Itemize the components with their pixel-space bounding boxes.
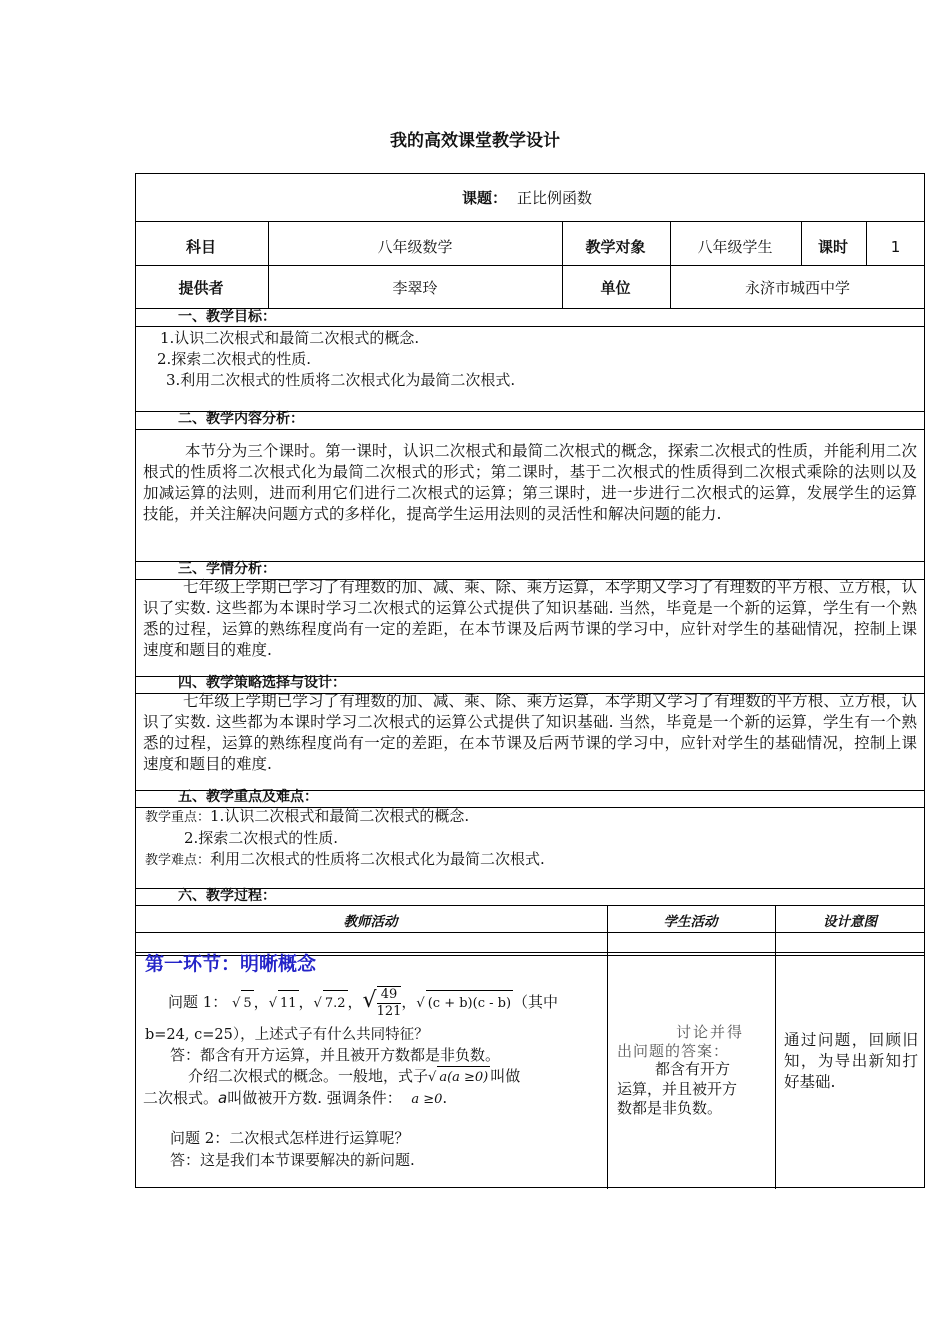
sqrt-5: √ 5: [232, 996, 254, 1011]
concept-radicand-text: 叫做被开方数. 强调条件：: [227, 1089, 402, 1107]
answer-2: 答：这是我们本节课要解决的新问题.: [170, 1151, 415, 1169]
sqrt-7-2: √ 7.2: [314, 996, 348, 1011]
student-activity-line: 数都是非负数。: [617, 1099, 723, 1117]
hours-label: 课时: [817, 238, 848, 256]
key-point-2: 2.探索二次根式的性质.: [184, 829, 339, 847]
col-student-header: 学生活动: [663, 914, 718, 930]
variable-a: a: [218, 1089, 228, 1107]
concept-intro-text: 介绍二次根式的概念。一般地，式子: [188, 1067, 429, 1085]
provider-value: 李翠玲: [392, 279, 438, 297]
key-point-label: 教学重点：: [145, 810, 211, 825]
content-analysis-text: 本节分为三个课时。第一课时，认识二次根式和最简二次根式的概念，探索二次根式的性质，并能利用二次根式的性质将二次根式化为最简二次根式的形式；第二课时，基于二次根式的性质得到二次根式乘除的法则以及加减运算的法则，进而利用它们进行二次根式的运算；第三课时，进一步进行二次根式的运算，发展学生的运算技能，并关注解决问题方式的多样化，提高学生运用法则的灵活性和解决问题的能力.: [143, 442, 917, 523]
section-title-key-points: 五、教学重点及难点：: [178, 789, 318, 805]
question-1-condition: （其中: [513, 993, 559, 1011]
target-value: 八年级学生: [697, 238, 773, 256]
sqrt-a-condition: √ a(a ≥0): [428, 1070, 490, 1085]
objective-item: 3.利用二次根式的性质将二次根式化为最简二次根式.: [166, 371, 516, 389]
strategy-text: 七年级上学期已学习了有理数的加、减、乘、除、乘方运算，本学期又学习了有理数的平方根、立方根，认识了实数. 这些都为本课时学习二次根式的运算公式提供了知识基础. 当然，毕竟是一个新的运算，学生有一个熟悉的过程，运算的熟练程度尚有一定的差距，在本节课及后两节课的学习中，应针对学生的基础情况，控制上课速度和题目的难度.: [143, 692, 917, 773]
unit-value: 永济市城西中学: [744, 279, 850, 297]
student-activity-line: 运算，并且被开方: [617, 1080, 738, 1098]
question-2: 问题 2：二次根式怎样进行运算呢？: [170, 1129, 410, 1147]
hours-value: 1: [890, 238, 901, 256]
condition-a: a ≥0: [411, 1092, 443, 1107]
answer-1: 答：都含有开方运算，并且被开方数都是非负数。: [170, 1046, 501, 1064]
col-intent-header: 设计意图: [823, 914, 877, 930]
section-title-process: 六、教学过程：: [178, 888, 276, 904]
target-label: 教学对象: [585, 238, 646, 256]
unit-label: 单位: [600, 279, 631, 297]
stage-title: 第一环节：明晰概念: [145, 953, 317, 975]
section-title-strategy: 四、教学策略选择与设计：: [178, 675, 346, 691]
sqrt-fraction: √: [362, 988, 377, 1013]
student-activity-line: 讨论并得: [676, 1023, 745, 1041]
section-title-learner-analysis: 三、学情分析：: [178, 561, 276, 577]
page-title: 我的高效课堂教学设计: [390, 131, 560, 151]
student-activity-line: 都含有开方: [655, 1060, 731, 1078]
question-1: 问题 1： √ 5 ，√ 11 ，√ 7.2 ，√ $\frac{49}{121}$ ，√ (c + b)(c - b) （其中: [168, 987, 559, 1019]
provider-label: 提供者: [178, 279, 224, 297]
section-title-content-analysis: 二、教学内容分析：: [178, 411, 304, 427]
topic-value: 正比例函数: [517, 189, 593, 207]
question-1-continued: b=24, c=25），上述式子有什么共同特征？: [145, 1027, 429, 1043]
difficulty-label: 教学难点：: [145, 853, 211, 868]
difficulty-text: 利用二次根式的性质将二次根式化为最简二次根式.: [210, 850, 545, 868]
objective-item: 2.探索二次根式的性质.: [157, 350, 312, 368]
sqrt-expression: √ (c + b)(c - b): [416, 996, 513, 1011]
section-title-objectives: 一、教学目标：: [178, 309, 276, 325]
learner-analysis-text: 七年级上学期已学习了有理数的加、减、乘、除、乘方运算，本学期又学习了有理数的平方根、立方根，认识了实数. 这些都为本课时学习二次根式的运算公式提供了知识基础. 当然，毕竟是一个新的运算，学生有一个熟悉的过程，运算的熟练程度尚有一定的差距，在本节课及后两节课的学习中，应针对学生的基础情况，控制上课速度和题目的难度.: [143, 578, 917, 659]
student-activity-line: 出问题的答案：: [617, 1042, 730, 1060]
subject-label: 科目: [185, 238, 216, 256]
subject-value: 八年级数学: [377, 238, 453, 256]
col-teacher-header: 教师活动: [343, 914, 398, 930]
topic-label: 课题：: [462, 189, 508, 207]
objective-item: 1.认识二次根式和最简二次根式的概念.: [160, 329, 420, 347]
design-intent-text: 通过问题，回顾旧知，为导出新知打好基础.: [784, 1031, 918, 1091]
key-point-1: 1.认识二次根式和最简二次根式的概念.: [210, 807, 470, 825]
sqrt-11: √ 11: [269, 996, 299, 1011]
question-1-prefix: 问题 1：: [168, 993, 228, 1011]
concept-name: 二次根式。: [143, 1089, 219, 1107]
concept-intro-suffix: 叫做: [490, 1067, 521, 1085]
fraction-49-121: $\frac{49}{121}$: [376, 987, 402, 1019]
